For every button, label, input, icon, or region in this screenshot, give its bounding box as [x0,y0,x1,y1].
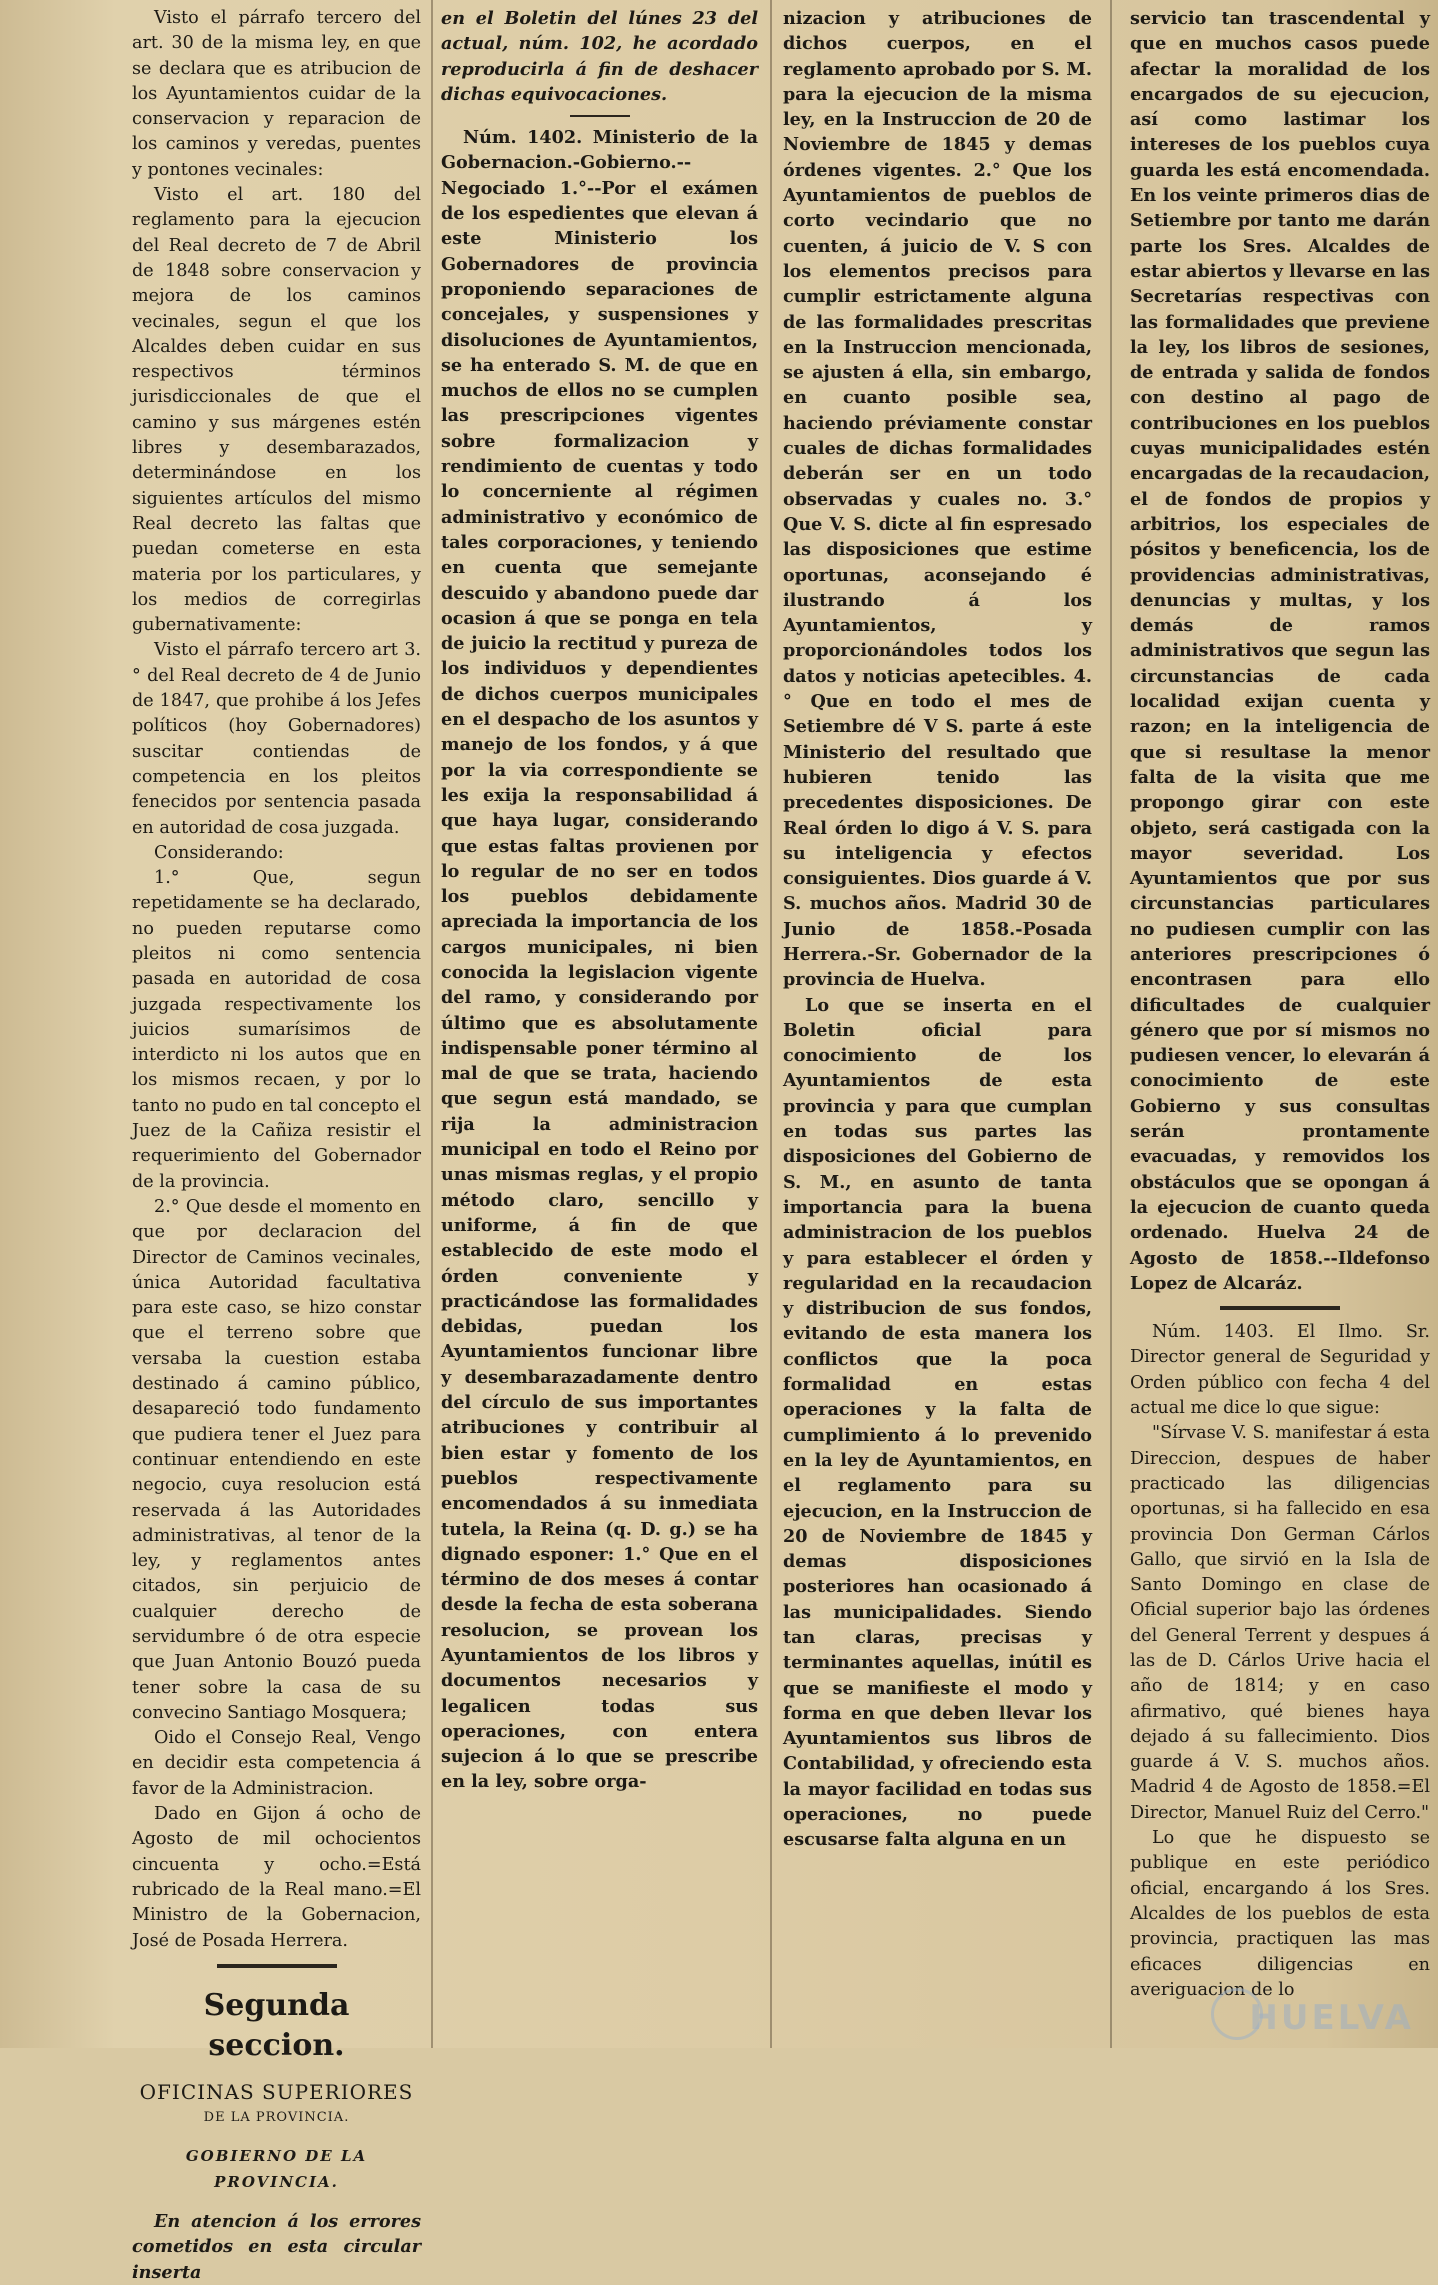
column-rule [770,0,772,2048]
column-3 [783,6,1092,2042]
separator [217,1964,337,1968]
paragraph: Visto el art. 180 del reglamento para la ejecucion del Real decreto de 7 de Abril de 1848 sobre conservacion y mejora de los caminos vecinales, segun el que los Alcaldes deben cuidar en sus respectivos términos jurisdiccionales de que el camino y sus márgenes estén libres y desembarazados, determinándose en los siguientes artículos del mismo Real decreto las faltas que puedan cometerse en esta materia por los particulares, y los medios de corregirlas gubernativamente: [132,185,421,636]
paragraph: Considerando: [154,842,284,863]
separator [570,115,630,117]
paragraph: 2.° Que desde el momento en que por declaracion del Director de Caminos vecinales, única Autoridad facultativa para este caso, se hizo constar que el terreno sobre que versaba la cuestion estaba destinado á camino público, desapareció todo fundamento que pudiera tener el Juez para continuar entendiendo en este negocio, cuya resolucion está reservada á las Autoridades administrativas, al tenor de la ley, y reglamentos antes citados, sin perjuicio de cualquier derecho de servidumbre ó de otra especie que Juan Antonio Bouzó pueda tener sobre la casa de su convecino Santiago Mosquera; [132,1196,421,1723]
paragraph: Núm. 1403. El Ilmo. Sr. Director general de Seguridad y Orden público con fecha 4 del actual me dice lo que sigue: [1130,1322,1430,1419]
paragraph: En atencion á los errores cometidos en esta circular inserta [132,2211,421,2283]
paragraph: Oido el Consejo Real, Vengo en decidir esta competencia á favor de la Administracion. [132,1728,421,1799]
column-rule [1110,0,1112,2048]
paragraph: servicio tan trascendental y que en muchos casos puede afectar la moralidad de los encargados de su ejecucion, así como lastimar los intereses de los pueblos cuya guarda les está encomendada. En los veinte primeros dias de Setiembre por tanto me darán parte los Sres. Alcaldes de estar abiertos y llevarse en las Secretarías respectivas con las formalidades que previene la ley, los libros de sesiones, de entrada y salida de fondos con destino al pago de contribuciones en los pueblos cuyas municipalidades estén encargadas de la recaudacion, el de fondos de propios y arbitrios, los especiales de pósitos y beneficencia, los de providencias administrativas, denuncias y multas, y los demás de ramos administrativos que segun las circunstancias de cada localidad exijan cuenta y razon; en la inteligencia de que si resultase la menor falta de la visita que me propongo girar con este objeto, será castigada con la mayor severidad. Los Ayuntamientos que por sus circunstancias particulares no pudiesen cumplir con las anteriores prescripciones ó encontrasen para ello dificultades de cualquier género que por sí mismos no pudiesen vencer, lo elevarán á conocimiento de este Gobierno y sus consultas serán prontamente evacuadas, y removidos los obstáculos que se opongan á la ejecucion de cuanto queda ordenado. Huelva 24 de Agosto de 1858.--Ildefonso Lopez de Alcaráz. [1130,8,1430,1294]
section-heading: OFICINAS SUPERIORES [139,2079,414,2104]
paragraph: Dado en Gijon á ocho de Agosto de mil ochocientos cincuenta y ocho.=Está rubricado de la Real mano.=El Ministro de la Gobernacion, José de Posada Herrera. [132,1804,421,1951]
office-heading: GOBIERNO DE LA PROVINCIA. [185,2147,368,2191]
paragraph: 1.° Que, segun repetidamente se ha declarado, no pueden reputarse como pleitos ni como sentencia pasada en autoridad de cosa juzgada respectivamente los juicios sumarísimos de interdicto ni los autos que en los mismos recaen, y por lo tanto no pudo en tal concepto el Juez de la Cañiza resistir el requerimiento del Gobernador de la provincia. [132,868,421,1192]
section-title: Segunda seccion. [203,1987,350,2063]
decree-paragraph: nizacion y atribuciones de dichos cuerpos, en el reglamento aprobado por S. M. para la ejecucion de la misma ley, en la Instruccion de 20 de Noviembre de 1845 y demas órdenes vigentes. 2.° Que los Ayuntamientos de pueblos de corto vecindario que no cuenten, á juicio de V. S con los elementos precisos para cumplir estrictamente alguna de las formalidades prescritas en la Instruccion mencionada, se ajusten á ella, sin embargo, en cuanto posible sea, haciendo préviamente constar cuales de dichas formalidades deberán ser en un todo observadas y cuales no. 3.° Que V. S. dicte al fin espresado las disposiciones que estime oportunas, aconsejando é ilustrando á los Ayuntamientos, y proporcionándoles todos los datos y noticias apetecibles. 4.° Que en todo el mes de Setiembre dé V S. parte á este Ministerio del resultado que hubieren tenido las precedentes disposiciones. De Real órden lo digo á V. S. para su inteligencia y efectos consiguientes. Dios guarde á V. S. muchos años. Madrid 30 de Junio de 1858.-Posada Herrera.-Sr. Gobernador de la provincia de Huelva. [783,8,1092,991]
paragraph: en el Boletin del lúnes 23 del actual, núm. 102, he acordado reproducirla á fin de deshacer dichas equivocaciones. [441,8,758,105]
watermark: HUELVA [1249,1998,1414,2038]
paragraph: Lo que he dispuesto se publique en este periódico oficial, encargando á los Sres. Alcaldes de los pueblos de esta provincia, practiquen las mas eficaces diligencias en averiguacion de lo [1130,1828,1430,2000]
paragraph: Visto el párrafo tercero art 3.° del Real decreto de 4 de Junio de 1847, que prohibe á los Jefes políticos (hoy Gobernadores) suscitar contiendas de competencia en los pleitos fenecidos por sentencia pasada en autoridad de cosa juzgada. [132,640,421,838]
section-subheading: DE LA PROVINCIA. [203,2110,350,2126]
separator [1220,1306,1340,1310]
paragraph: Lo que se inserta en el Boletin oficial para conocimiento de los Ayuntamientos de esta provincia y para que cumplan en todas sus partes las disposiciones del Gobierno de S. M., en asunto de tanta importancia para la buena administracion de los pueblos y para establecer el órden y regularidad en la recaudacion y distribucion de sus fondos, evitando de esta manera los conflictos que la poca formalidad en estas operaciones y la falta de cumplimiento á lo prevenido en la ley de Ayuntamientos, en el reglamento para su ejecucion, en la Instruccion de 20 de Noviembre de 1845 y demas disposiciones posteriores han ocasionado á las municipalidades. Siendo tan claras, precisas y terminantes aquellas, inútil es que se manifieste el modo y forma en que deben llevar los Ayuntamientos sus libros de Contabilidad, y ofreciendo esta la mayor facilidad en todas sus operaciones, no puede escusarse falta alguna en un [783,994,1092,1851]
column-2 [441,6,758,2042]
paragraph: Visto el párrafo tercero del art. 30 de la misma ley, en que se declara que es atribucion de los Ayuntamientos cuidar de la conservacion y reparacion de los caminos y veredas, puentes y pontones vecinales: [132,8,421,180]
column-1 [132,6,421,2283]
decree-paragraph: Núm. 1402. Ministerio de la Gobernacion.-Gobierno.--Negociado 1.°--Por el exámen de los espedientes que elevan á este Ministerio los Gobernadores de provincia proponiendo separaciones de concejales, y suspensiones y disoluciones de Ayuntamientos, se ha enterado S. M. de que en muchos de ellos no se cumplen las prescripciones vigentes sobre formalizacion y rendimiento de cuentas y todo lo concerniente al régimen administrativo y económico de tales corporaciones, y teniendo en cuenta que semejante descuido y abandono puede dar ocasion á que se ponga en tela de juicio la rectitud y pureza de los individuos y dependientes de dichos cuerpos municipales en el despacho de los asuntos y manejo de los fondos, y á que por la via correspondiente se les exija la responsabilidad á que haya lugar, considerando que estas faltas provienen por lo regular de no ser en todos los pueblos debidamente apreciada la importancia de los cargos municipales, ni bien conocida la legislacion vigente del ramo, y considerando por último que es absolutamente indispensable poner término al mal de que se trata, haciendo que segun está mandado, se rija la administracion municipal en todo el Reino por unas mismas reglas, y el propio método claro, sencillo y uniforme, á fin de que establecido de este modo el órden conveniente y practicándose las formalidades debidas, puedan los Ayuntamientos funcionar libre y desembarazadamente dentro del círculo de sus importantes atribuciones y contribuir al bien estar y fomento de los pueblos respectivamente encomendados á su inmediata tutela, la Reina (q. D. g.) se ha dignado esponer: 1.° Que en el término de dos meses á contar desde la fecha de esta soberana resolucion, se provean los Ayuntamientos de los libros y documentos necesarios y legalicen todas sus operaciones, con entera sujecion á lo que se prescribe en la ley, sobre orga- [441,127,758,1793]
column-rule [431,0,433,2048]
column-4 [1130,6,1430,2042]
paragraph: "Sírvase V. S. manifestar á esta Direccion, despues de haber practicado las diligencias oportunas, si ha fallecido en esa provincia Don German Cárlos Gallo, que sirvió en la Isla de Santo Domingo en clase de Oficial superior bajo las órdenes del General Terrent y despues á las de D. Cárlos Urive hacia el año de 1814; y en caso afirmativo, qué bienes haya dejado á su fallecimiento. Dios guarde á V. S. muchos años. Madrid 4 de Agosto de 1858.=El Director, Manuel Ruiz del Cerro." [1130,1423,1430,1823]
